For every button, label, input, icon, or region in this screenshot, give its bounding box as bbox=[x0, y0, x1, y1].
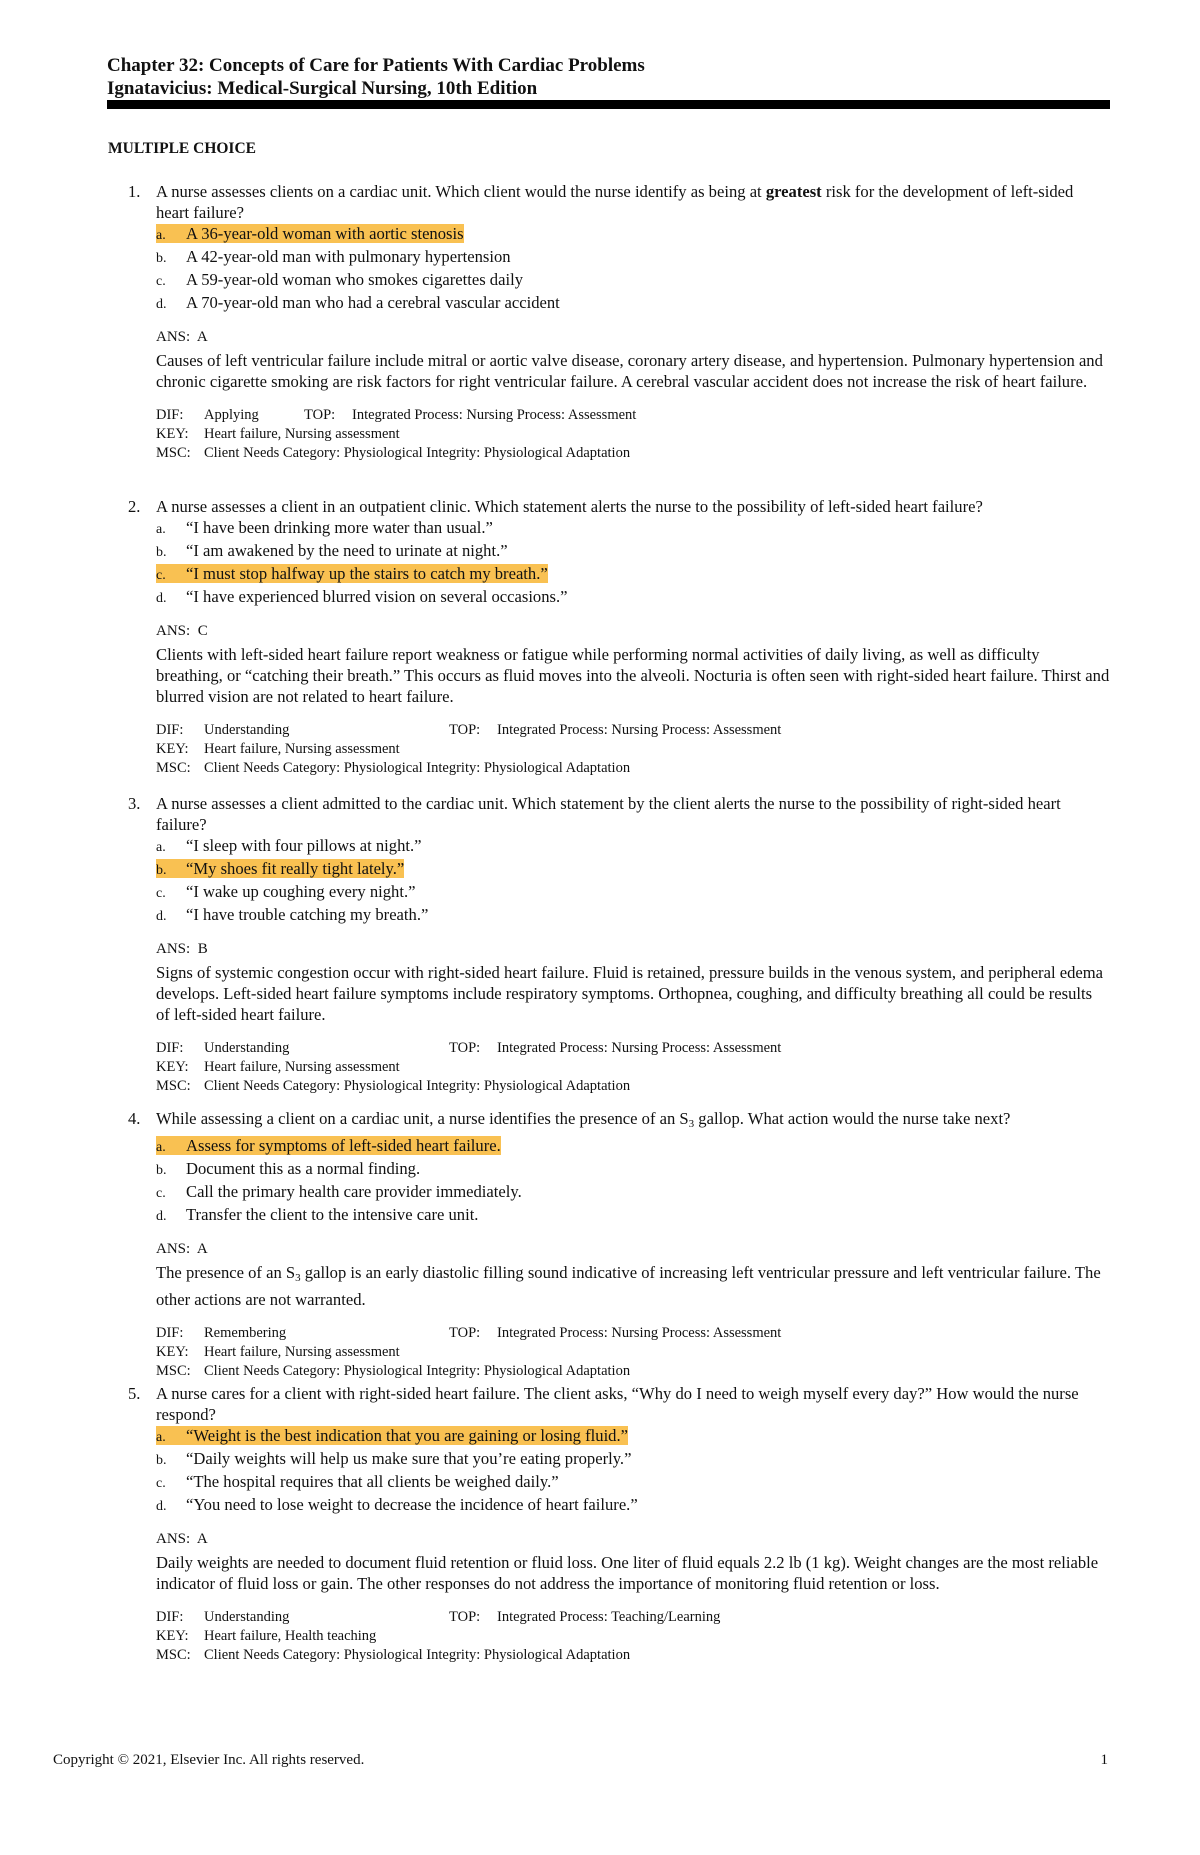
rationale: Causes of left ventricular failure include mitral or aortic valve disease, coronary artery disease, and hypertension. Pulmonary hypertension and chronic cigarette smoking are risk factors for right ventricular failure. A cerebral vascular accident does not increase the risk of heart failure. bbox=[156, 351, 1103, 391]
option-d: d. “You need to lose weight to decrease the incidence of heart failure.” bbox=[156, 1495, 638, 1514]
question-stem: A nurse assesses a client admitted to the cardiac unit. Which statement by the client alerts the nurse to the possibility of right-sided heart failure? bbox=[156, 794, 1061, 834]
option-b: b. Document this as a normal finding. bbox=[156, 1159, 421, 1178]
rationale: The presence of an $S_3$ gallop is an early diastolic filling sound indicative of increasing left ventricular pressure and left ventricular failure. The other actions are not warranted. bbox=[156, 1263, 1101, 1309]
question-2 bbox=[128, 496, 1110, 778]
answer: ANS: A bbox=[156, 1241, 208, 1257]
question-number: 5. bbox=[128, 1384, 141, 1403]
option-d: d. “I have experienced blurred vision on several occasions.” bbox=[156, 587, 568, 606]
question-meta: DIF: Understanding TOP: Integrated Process: Nursing Process: Assessment KEY: Heart failure, Nursing assessment MSC: Client Needs Category: Physiological Integrity: Physiological Adaptation bbox=[156, 1040, 782, 1094]
question-stem: While assessing a client on a cardiac unit, a nurse identifies the presence of an $S_3$ gallop. What action would the nurse take next? bbox=[156, 1109, 1011, 1130]
book-title: Ignatavicius: Medical-Surgical Nursing, 10th Edition bbox=[107, 78, 538, 99]
question-5 bbox=[128, 1383, 1110, 1665]
section-title: MULTIPLE CHOICE bbox=[108, 140, 256, 157]
question-3 bbox=[128, 793, 1110, 1096]
question-4 bbox=[128, 1108, 1110, 1381]
question-stem: A nurse assesses a client in an outpatient clinic. Which statement alerts the nurse to the possibility of left-sided heart failure? bbox=[156, 497, 983, 516]
page-header bbox=[107, 54, 1110, 100]
option-c: c. Call the primary health care provider immediately. bbox=[156, 1182, 522, 1201]
question-meta: DIF: Understanding TOP: Integrated Process: Teaching/Learning KEY: Heart failure, Health teaching MSC: Client Needs Category: Physiological Integrity: Physiological Adaptation bbox=[156, 1609, 721, 1663]
answer: ANS: C bbox=[156, 623, 208, 639]
option-c: c. “I wake up coughing every night.” bbox=[156, 882, 416, 901]
option-b: b. “My shoes fit really tight lately.” bbox=[156, 859, 405, 878]
question-number: 4. bbox=[128, 1109, 141, 1128]
option-c: c. A 59-year-old woman who smokes cigarettes daily bbox=[156, 270, 523, 289]
question-number: 1. bbox=[128, 182, 141, 201]
option-a: a. “I sleep with four pillows at night.” bbox=[156, 836, 422, 855]
rationale: Signs of systemic congestion occur with right-sided heart failure. Fluid is retained, pressure builds in the venous system, and peripheral edema develops. Left-sided heart failure symptoms include respiratory symptoms. Orthopnea, coughing, and difficulty breathing all could be results of left-sided heart failure. bbox=[156, 963, 1104, 1024]
question-number: 2. bbox=[128, 497, 141, 516]
question-number: 3. bbox=[128, 794, 141, 813]
page-number: 1 bbox=[1100, 1752, 1108, 1768]
question-1 bbox=[128, 181, 1110, 463]
answer: ANS: B bbox=[156, 941, 208, 957]
option-b: b. “Daily weights will help us make sure that you’re eating properly.” bbox=[156, 1449, 632, 1468]
option-d: d. A 70-year-old man who had a cerebral vascular accident bbox=[156, 293, 560, 312]
answer: ANS: A bbox=[156, 1531, 208, 1547]
option-a: a. Assess for symptoms of left-sided heart failure. bbox=[156, 1136, 501, 1155]
question-stem: A nurse cares for a client with right-sided heart failure. The client asks, “Why do I need to weigh myself every day?” How would the nurse respond? bbox=[156, 1384, 1079, 1424]
option-b: b. A 42-year-old man with pulmonary hypertension bbox=[156, 247, 511, 266]
answer: ANS: A bbox=[156, 329, 208, 345]
option-a: a. “Weight is the best indication that you are gaining or losing fluid.” bbox=[156, 1426, 628, 1445]
rationale: Daily weights are needed to document fluid retention or fluid loss. One liter of fluid equals 2.2 lb (1 kg). Weight changes are the most reliable indicator of fluid loss or gain. The other responses do not address the importance of monitoring fluid retention or loss. bbox=[156, 1553, 1099, 1593]
chapter-title: Chapter 32: Concepts of Care for Patients With Cardiac Problems bbox=[107, 55, 645, 76]
option-d: d. Transfer the client to the intensive care unit. bbox=[156, 1205, 479, 1224]
copyright-notice: Copyright © 2021, Elsevier Inc. All rights reserved. bbox=[53, 1752, 365, 1768]
option-d: d. “I have trouble catching my breath.” bbox=[156, 905, 429, 924]
option-c: c. “I must stop halfway up the stairs to catch my breath.” bbox=[156, 564, 548, 583]
option-a: a. “I have been drinking more water than usual.” bbox=[156, 518, 493, 537]
option-b: b. “I am awakened by the need to urinate at night.” bbox=[156, 541, 508, 560]
question-meta: DIF: Remembering TOP: Integrated Process: Nursing Process: Assessment KEY: Heart failure, Nursing assessment MSC: Client Needs Category: Physiological Integrity: Physiological Adaptation bbox=[156, 1325, 782, 1379]
option-c: c. “The hospital requires that all clients be weighed daily.” bbox=[156, 1472, 559, 1491]
question-meta: DIF: Applying TOP: Integrated Process: Nursing Process: Assessment KEY: Heart failure, Nursing assessment MSC: Client Needs Category: Physiological Integrity: Physiological Adaptation bbox=[156, 407, 637, 461]
question-meta: DIF: Understanding TOP: Integrated Process: Nursing Process: Assessment KEY: Heart failure, Nursing assessment MSC: Client Needs Category: Physiological Integrity: Physiological Adaptation bbox=[156, 722, 782, 776]
question-stem: A nurse assesses clients on a cardiac unit. Which client would the nurse identify as being at greatest risk for the development of left-sided heart failure? bbox=[156, 182, 1074, 222]
rationale: Clients with left-sided heart failure report weakness or fatigue while performing normal activities of daily living, as well as difficulty breathing, or “catching their breath.” This occurs as fluid moves into the alveoli. Nocturia is often seen with right-sided heart failure. Thirst and blurred vision are not related to heart failure. bbox=[156, 645, 1110, 706]
header-rule bbox=[107, 100, 1110, 109]
option-a: a. A 36-year-old woman with aortic stenosis bbox=[156, 224, 464, 243]
